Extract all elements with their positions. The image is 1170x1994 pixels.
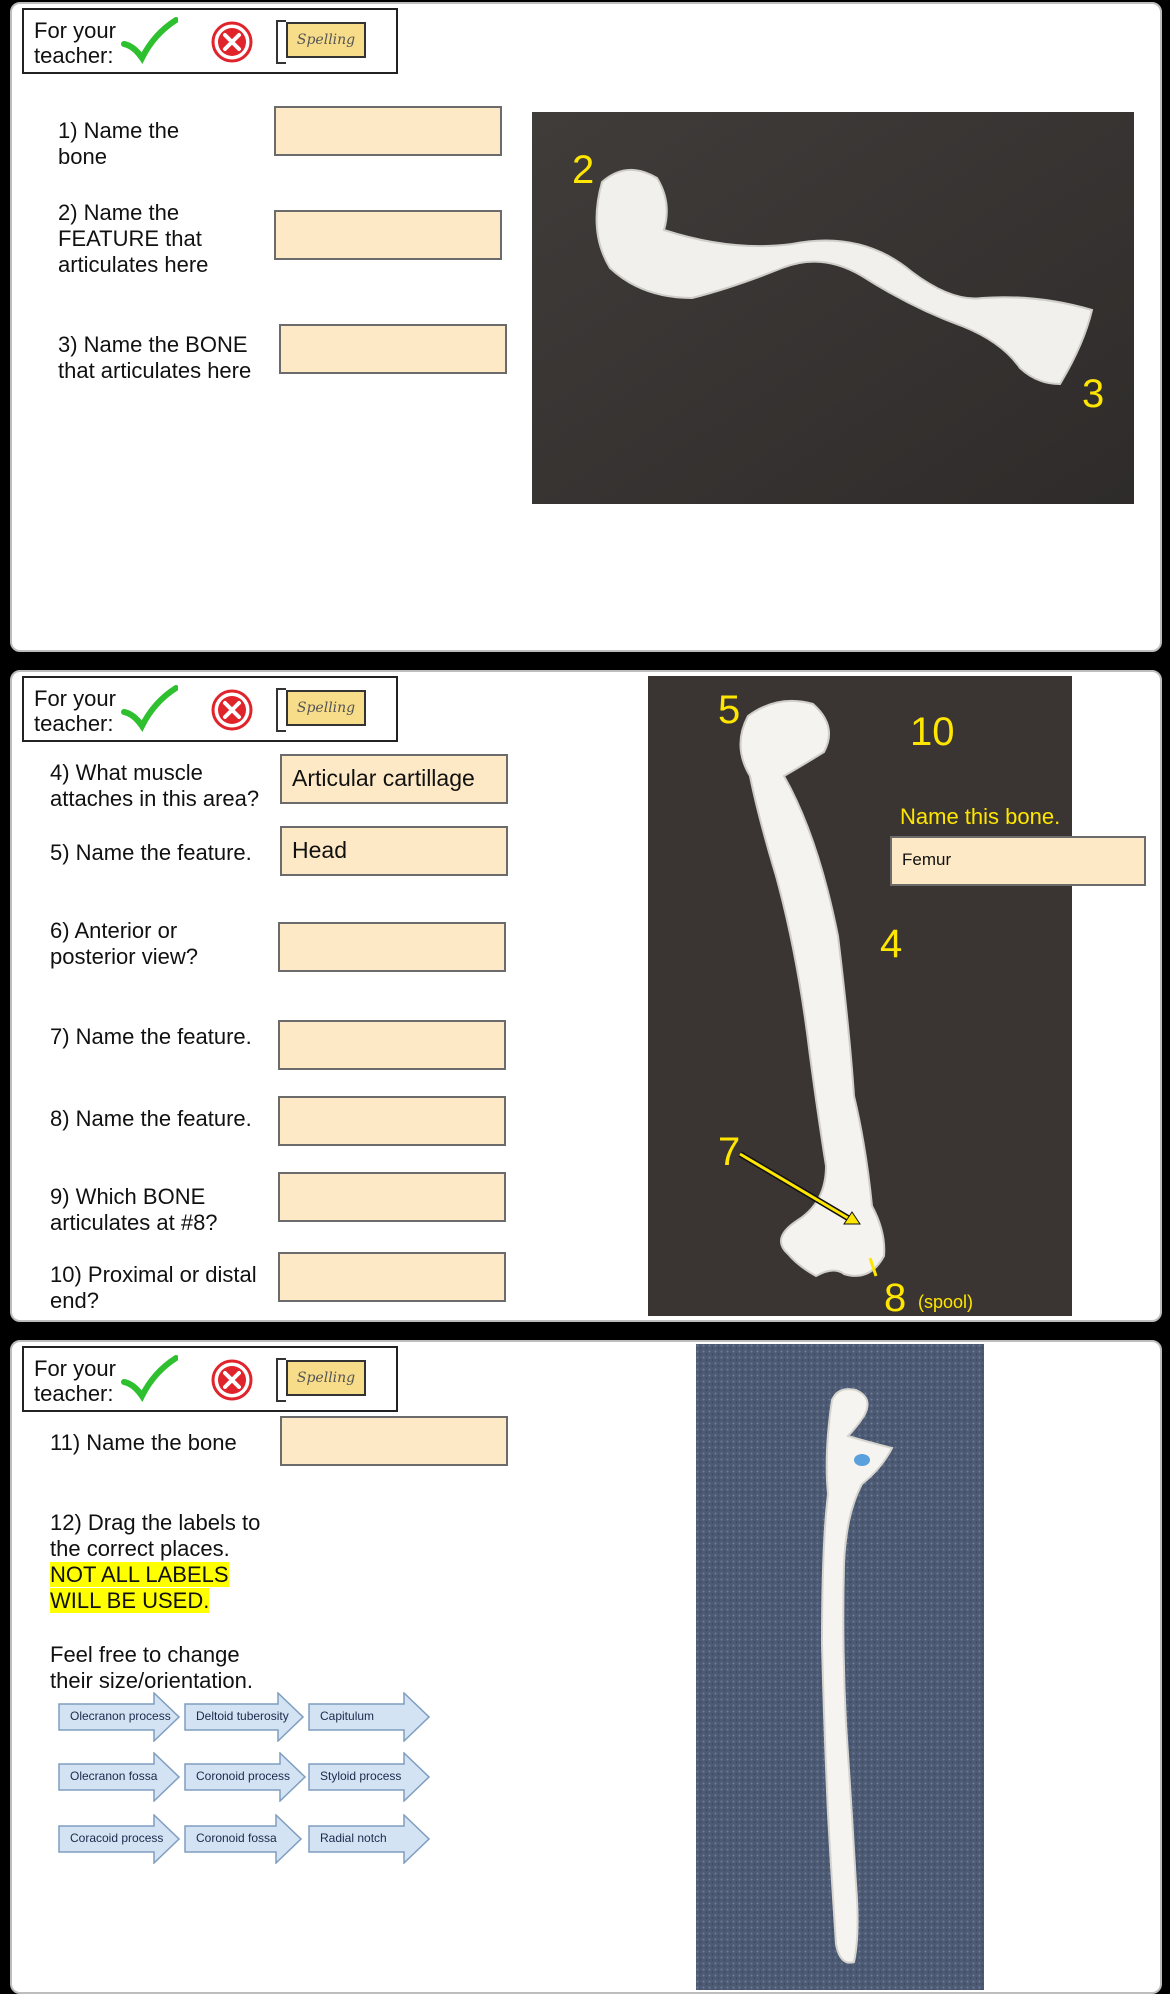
- check-icon[interactable]: [120, 16, 178, 64]
- spelling-stamp[interactable]: Spelling: [286, 690, 366, 726]
- teacher-label: For your teacher:: [34, 1356, 116, 1406]
- question-4: 4) What muscle attaches in this area?: [50, 760, 260, 811]
- drag-label-text: Coronoid process: [196, 1769, 291, 1783]
- question-2: 2) Name the FEATURE that articulates here: [58, 200, 209, 277]
- warning-line-1: NOT ALL LABELS: [50, 1562, 229, 1587]
- spelling-bracket: [276, 1358, 286, 1402]
- question-6: 6) Anterior or posterior view?: [50, 918, 198, 969]
- drag-label-text: Coronoid fossa: [196, 1831, 277, 1845]
- drag-label-coracoid-process[interactable]: [58, 1814, 180, 1864]
- drag-label-text: Capitulum: [320, 1709, 375, 1723]
- question-9: 9) Which BONE articulates at #8?: [50, 1184, 218, 1235]
- spelling-stamp[interactable]: Spelling: [286, 22, 366, 58]
- drag-label-text: Radial notch: [320, 1831, 387, 1845]
- ulna-photo: [696, 1344, 984, 1990]
- answer-11-field[interactable]: [280, 1416, 508, 1466]
- slide-2: [10, 670, 1162, 1322]
- slide-3: [10, 1340, 1162, 1994]
- slide-1: [10, 2, 1162, 652]
- label-7: 7: [718, 1130, 741, 1174]
- answer-7-field[interactable]: [278, 1020, 506, 1070]
- humerus-photo: [648, 676, 1072, 1316]
- drag-label-text: Deltoid tuberosity: [196, 1709, 289, 1723]
- label-2: 2: [572, 148, 595, 192]
- drag-label-text: Olecranon process: [70, 1709, 171, 1723]
- drag-label-capitulum[interactable]: [308, 1692, 430, 1742]
- question-8: 8) Name the feature.: [50, 1106, 252, 1131]
- drag-label-coronoid-process[interactable]: [184, 1752, 306, 1802]
- answer-1-field[interactable]: [274, 106, 502, 156]
- drag-label-olecranon-fossa[interactable]: [58, 1752, 180, 1802]
- question-7: 7) Name the feature.: [50, 1024, 252, 1049]
- drag-label-styloid-process[interactable]: [308, 1752, 430, 1802]
- spelling-stamp[interactable]: Spelling: [286, 1360, 366, 1396]
- cross-icon[interactable]: [210, 1358, 254, 1402]
- drag-label-radial-notch[interactable]: [308, 1814, 430, 1864]
- name-bone-field[interactable]: Femur: [890, 836, 1146, 886]
- teacher-feedback-box: [22, 676, 398, 742]
- drag-label-coronoid-fossa[interactable]: [184, 1814, 302, 1864]
- answer-9-field[interactable]: [278, 1172, 506, 1222]
- label-8: 8: [884, 1276, 907, 1316]
- drag-label-text: Olecranon fossa: [70, 1769, 158, 1783]
- question-10: 10) Proximal or distal end?: [50, 1262, 257, 1313]
- teacher-label: For your teacher:: [34, 686, 116, 736]
- question-5: 5) Name the feature.: [50, 840, 252, 865]
- name-bone-prompt: Name this bone.: [900, 804, 1061, 829]
- teacher-feedback-box: [22, 1346, 398, 1412]
- labels-warning: [50, 1562, 280, 1614]
- answer-3-field[interactable]: [279, 324, 507, 374]
- resize-hint: Feel free to change their size/orientation.: [50, 1642, 253, 1693]
- clavicle-bone-image: [532, 112, 1134, 504]
- label-3: 3: [1082, 372, 1105, 416]
- answer-5-field[interactable]: Head: [280, 826, 508, 876]
- answer-10-field[interactable]: [278, 1252, 506, 1302]
- answer-8-field[interactable]: [278, 1096, 506, 1146]
- teacher-label: For your teacher:: [34, 18, 116, 68]
- drag-label-text: Coracoid process: [70, 1831, 164, 1845]
- question-1: 1) Name the bone: [58, 118, 180, 169]
- label-5: 5: [718, 688, 741, 732]
- check-icon[interactable]: [120, 1354, 178, 1402]
- cross-icon[interactable]: [210, 688, 254, 732]
- spool-label: (spool): [918, 1292, 974, 1312]
- label-4: 4: [880, 922, 903, 966]
- teacher-feedback-box: [22, 8, 398, 74]
- humerus-bone-image: [648, 676, 1072, 1316]
- ulna-bone-image: [696, 1344, 984, 1990]
- warning-line-2: WILL BE USED.: [50, 1588, 210, 1613]
- spelling-bracket: [276, 20, 286, 64]
- drag-label-deltoid-tuberosity[interactable]: [184, 1692, 304, 1742]
- clavicle-photo: [532, 112, 1134, 504]
- question-12: 12) Drag the labels to the correct places.: [50, 1510, 261, 1561]
- check-icon[interactable]: [120, 684, 178, 732]
- label-10: 10: [910, 710, 955, 754]
- answer-4-field[interactable]: Articular cartillage: [280, 754, 508, 804]
- question-11: 11) Name the bone: [50, 1430, 237, 1455]
- drag-label-text: Styloid process: [320, 1769, 402, 1783]
- answer-6-field[interactable]: [278, 922, 506, 972]
- drag-label-olecranon-process[interactable]: [58, 1692, 180, 1742]
- answer-2-field[interactable]: [274, 210, 502, 260]
- spelling-bracket: [276, 688, 286, 732]
- question-3: 3) Name the BONE that articulates here: [58, 332, 252, 383]
- cross-icon[interactable]: [210, 20, 254, 64]
